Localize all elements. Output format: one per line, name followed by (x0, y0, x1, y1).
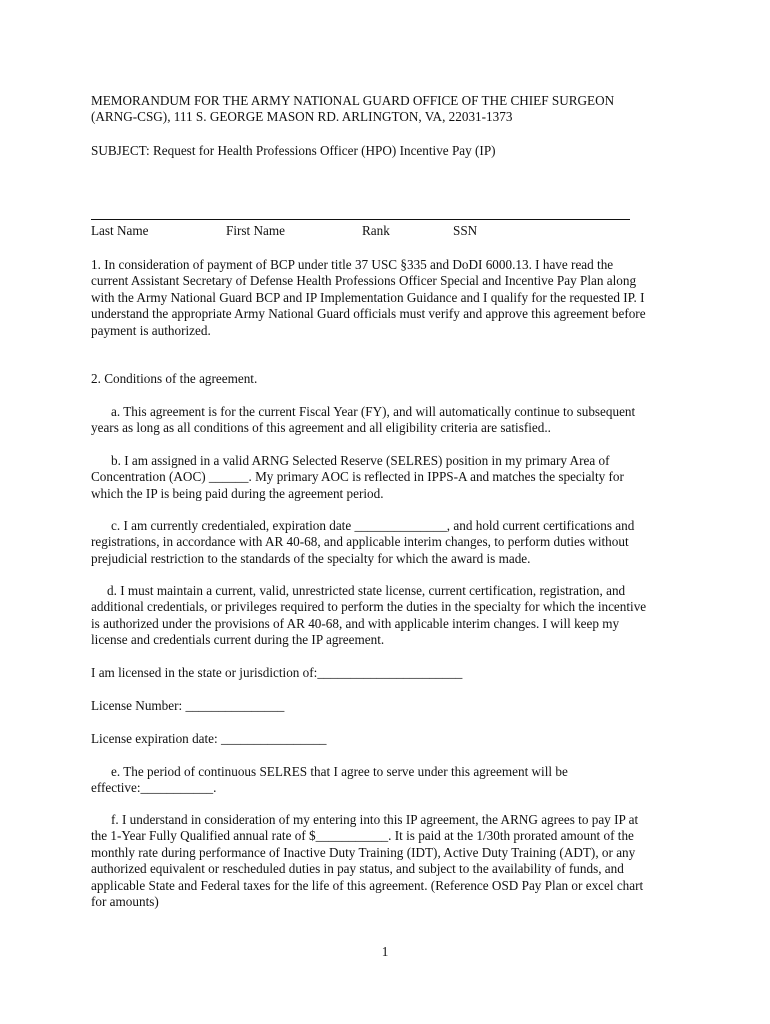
license-state-blank[interactable]: ______________________ (317, 665, 463, 680)
first-name-label: First Name (226, 223, 285, 238)
paragraph-f-line: for amounts) (91, 894, 159, 910)
license-expiration-field (91, 731, 681, 747)
paragraph-f-line (91, 812, 681, 828)
paragraph-f-line: applicable State and Federal taxes for the life of this agreement. (Reference OSD Pay Plan or excel chart (91, 877, 644, 893)
paragraph-b (91, 453, 681, 502)
license-number-label: License Number: (91, 698, 183, 713)
paragraph-2-heading: 2. Conditions of the agreement. (91, 371, 258, 386)
paragraph-f-text: f. I understand in consideration of my entering into this IP agreement, the ARNG agrees to pay IP at (111, 812, 639, 827)
license-number-blank[interactable]: _______________ (185, 698, 285, 713)
paragraph-1-line: understand the appropriate Army National Guard officials must verify and approve this agreement before (91, 306, 646, 322)
paragraph-a-line: years as long as all conditions of this agreement and all eligibility criteria are satisfied.. (91, 420, 551, 436)
paragraph-f (91, 812, 681, 910)
memo-header (91, 93, 681, 126)
paragraph-f-line: the 1-Year Fully Qualified annual rate of $___________. It is paid at the 1/30th prorated amount of the (91, 828, 634, 844)
paragraph-a-text: a. This agreement is for the current Fiscal Year (FY), and will automatically continue to subsequent (111, 404, 636, 419)
page-number: 1 (381, 944, 389, 959)
paragraph-a-line (91, 404, 681, 420)
paragraph-b-line: Concentration (AOC) ______. My primary AOC is reflected in IPPS-A and matches the specialty for (91, 469, 624, 485)
license-state-label: I am licensed in the state or jurisdiction of: (91, 665, 318, 680)
license-expiration-label: License expiration date: (91, 731, 218, 746)
paragraph-e-line: effective:___________. (91, 780, 217, 796)
paragraph-d (91, 583, 681, 649)
paragraph-d-line: is authorized under the provisions of AR 40-68, and with applicable interim changes. I will keep my (91, 615, 620, 631)
paragraph-e (91, 764, 681, 797)
paragraph-f-line: authorized equivalent or rescheduled duties in pay status, and subject to the availability of funds, and (91, 861, 624, 877)
paragraph-e-line (91, 764, 681, 780)
last-name-label: Last Name (91, 223, 149, 238)
paragraph-1-line: payment is authorized. (91, 322, 211, 338)
paragraph-c-text: c. I am currently credentialed, expiration date ______________, and hold current certifications and (111, 518, 635, 533)
license-number-field (91, 698, 681, 714)
paragraph-b-line (91, 453, 681, 469)
license-expiration-blank[interactable]: ________________ (221, 731, 327, 746)
paragraph-d-line (91, 583, 681, 599)
memo-line-1: MEMORANDUM FOR THE ARMY NATIONAL GUARD OFFICE OF THE CHIEF SURGEON (91, 93, 615, 108)
paragraph-1 (91, 257, 681, 339)
paragraph-b-text: b. I am assigned in a valid ARNG Selected Reserve (SELRES) position in my primary Area of (111, 453, 610, 468)
paragraph-d-line: license and credentials current during the IP agreement. (91, 632, 385, 648)
ssn-label: SSN (453, 223, 478, 238)
paragraph-c-line: prejudicial restriction to the standards of the specialty for which the award is made. (91, 550, 531, 566)
signature-field-labels (0, 223, 770, 241)
paragraph-1-line: with the Army National Guard BCP and IP Implementation Guidance and I qualify for the requested IP. I (91, 289, 645, 305)
paragraph-a (91, 404, 681, 437)
signature-line[interactable] (91, 219, 630, 220)
paragraph-1-line: 1. In consideration of payment of BCP under title 37 USC §335 and DoDI 6000.13. I have read the (91, 257, 614, 272)
rank-label: Rank (362, 223, 390, 238)
paragraph-d-text: d. I must maintain a current, valid, unrestricted state license, current certification, registration, and (107, 583, 626, 598)
memo-line-2: (ARNG-CSG), 111 S. GEORGE MASON RD. ARLINGTON, VA, 22031-1373 (91, 109, 513, 125)
paragraph-1-line: current Assistant Secretary of Defense Health Professions Officer Special and Incentive Pay Plan along (91, 273, 637, 289)
paragraph-c-line (91, 518, 681, 534)
paragraph-c-line: registrations, in accordance with AR 40-68, and applicable interim changes, to perform duties without (91, 534, 629, 550)
paragraph-d-line: additional credentials, or privileges required to perform the duties in the specialty for which the incentive (91, 599, 647, 615)
paragraph-f-line: monthly rate during performance of Inactive Duty Training (IDT), Active Duty Training (ADT), or any (91, 844, 636, 860)
paragraph-b-line: which the IP is being paid during the agreement period. (91, 485, 384, 501)
paragraph-c (91, 518, 681, 567)
paragraph-e-text: e. The period of continuous SELRES that I agree to serve under this agreement will be (111, 764, 568, 779)
memo-subject: SUBJECT: Request for Health Professions Officer (HPO) Incentive Pay (IP) (91, 143, 496, 158)
license-state-field (91, 665, 681, 681)
